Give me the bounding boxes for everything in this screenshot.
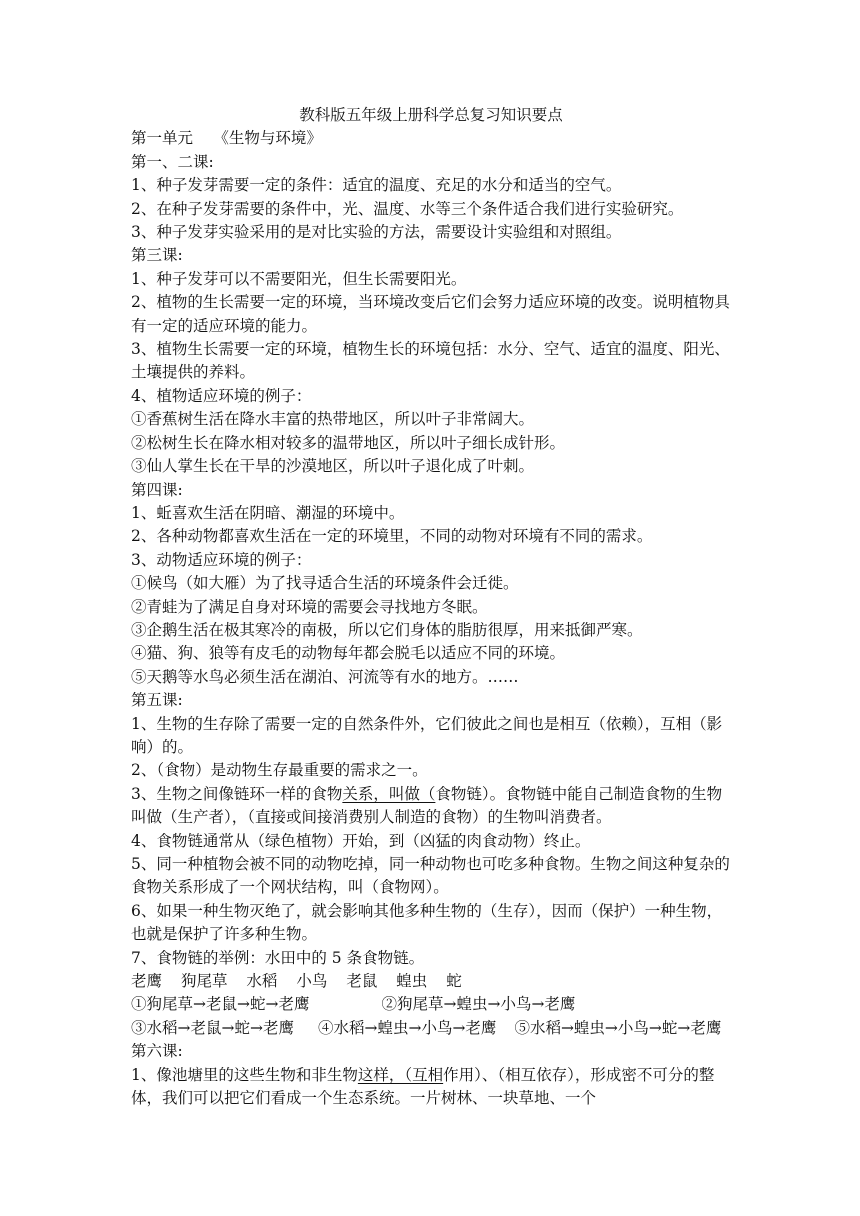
underlined-text: 关系，叫做（ xyxy=(342,784,436,803)
list-item: 2、在种子发芽需要的条件中，光、温度、水等三个条件适合我们进行实验研究。 xyxy=(131,199,684,218)
list-item: 6、如果一种生物灭绝了，就会影响其他多种生物的（生存），因而（保护）一种生物，也就是保护了许多种生物。 xyxy=(131,901,723,944)
underlined-text: 这样，（互相 xyxy=(357,1065,444,1084)
list-item: 4、食物链通常从（绿色植物）开始，到（凶猛的肉食动物）终止。 xyxy=(131,831,591,850)
list-item: 3、种子发芽实验采用的是对比实验的方法，需要设计实验组和对照组。 xyxy=(131,223,622,242)
organism: 水稻 xyxy=(246,972,278,991)
text-segment: 食物链）。食物链中能自己制造食物的生物叫做（生产者），（直接或间接消费别人制造的食物）的生物叫消费者。 xyxy=(131,784,723,827)
food-chain: ④水稻→蝗虫→小鸟→老鹰 xyxy=(317,1018,497,1037)
list-item: ⑤天鹅等水鸟必须生活在湖泊、河流等有水的地方。…… xyxy=(131,667,519,686)
food-chain: ③水稻→老鼠→蛇→老鹰 xyxy=(131,1018,294,1037)
list-item: 2、植物的生长需要一定的环境，当环境改变后它们会努力适应环境的改变。说明植物具有一定的适应环境的能力。 xyxy=(131,293,730,335)
list-item: 1、蚯喜欢生活在阴暗、潮湿的环境中。 xyxy=(131,503,405,522)
text-segment: 3、生物之间像链环一样的食物 xyxy=(131,784,343,803)
organism: 老鹰 xyxy=(131,972,163,991)
list-item: 5、同一种植物会被不同的动物吃掉，同一种动物也可吃多种食物。生物之间这种复杂的食物关系形成了一个网状结构，叫（食物网）。 xyxy=(131,855,730,897)
organism-list xyxy=(131,970,731,993)
list-item: ①香蕉树生活在降水丰富的热带地区，所以叶子非常阔大。 xyxy=(131,410,535,429)
lesson-heading: 第三课: xyxy=(131,246,183,265)
organism: 老鼠 xyxy=(346,972,378,991)
list-item: 1、种子发芽需要一定的条件：适宜的温度、充足的水分和适当的空气。 xyxy=(131,176,622,195)
organism: 小鸟 xyxy=(296,972,328,991)
food-chain: ②狗尾草→蝗虫→小鸟→老鹰 xyxy=(381,995,576,1014)
text-segment: 作用）、（相互依存），形成密不可分的整体，我们可以把它们看成一个生态系统。一片树林、一块草地、一个 xyxy=(131,1065,715,1108)
food-chain-row xyxy=(131,993,731,1016)
list-item: ②青蛙为了满足自身对环境的需要会寻找地方冬眠。 xyxy=(131,597,488,616)
list-item: 2、各种动物都喜欢生活在一定的环境里，不同的动物对环境有不同的需求。 xyxy=(131,527,653,546)
list-item xyxy=(131,1064,731,1111)
lesson-heading: 第六课: xyxy=(131,1042,183,1061)
organism: 蛇 xyxy=(446,972,462,991)
list-item xyxy=(131,783,731,830)
organism: 蝗虫 xyxy=(396,972,428,991)
food-chain-row xyxy=(131,1017,731,1040)
text-segment: 1、像池塘里的这些生物和非生物 xyxy=(131,1065,358,1084)
list-item: 2、（食物）是动物生存最重要的需求之一。 xyxy=(131,761,428,780)
list-item: ①候鸟（如大雁）为了找寻适合生活的环境条件会迁徙。 xyxy=(131,574,519,593)
list-item: 1、生物的生存除了需要一定的自然条件外，它们彼此之间也是相互（依赖），互相（影响）的。 xyxy=(131,714,723,756)
lesson-heading: 第四课: xyxy=(131,480,183,499)
food-chain: ①狗尾草→老鼠→蛇→老鹰 xyxy=(131,995,310,1014)
list-item: 4、植物适应环境的例子： xyxy=(131,386,312,405)
document-body xyxy=(131,104,731,1110)
list-item: 3、植物生长需要一定的环境，植物生长的环境包括：水分、空气、适宜的温度、阳光、土壤提供的养料。 xyxy=(131,340,730,382)
list-item: 3、动物适应环境的例子： xyxy=(131,550,312,569)
list-item: 1、种子发芽可以不需要阳光，但生长需要阳光。 xyxy=(131,269,467,288)
food-chain: ⑤水稻→蝗虫→小鸟→蛇→老鹰 xyxy=(514,1018,722,1037)
list-item: ③企鹅生活在极其寒冷的南极，所以它们身体的脂肪很厚，用来抵御严寒。 xyxy=(131,620,643,639)
list-item: ④猫、狗、狼等有皮毛的动物每年都会脱毛以适应不同的环境。 xyxy=(131,644,566,663)
unit-heading: 第一单元 《生物与环境》 xyxy=(131,129,322,148)
lesson-heading: 第五课: xyxy=(131,691,183,710)
organism: 狗尾草 xyxy=(180,972,228,991)
list-item: ②松树生长在降水相对较多的温带地区，所以叶子细长成针形。 xyxy=(131,433,566,452)
document-title: 教科版五年级上册科学总复习知识要点 xyxy=(299,106,563,124)
list-item: 7、食物链的举例：水田中的 5 条食物链。 xyxy=(131,948,425,967)
list-item: ③仙人掌生长在干旱的沙漠地区，所以叶子退化成了叶刺。 xyxy=(131,457,535,476)
lesson-heading: 第一、二课: xyxy=(131,152,214,171)
